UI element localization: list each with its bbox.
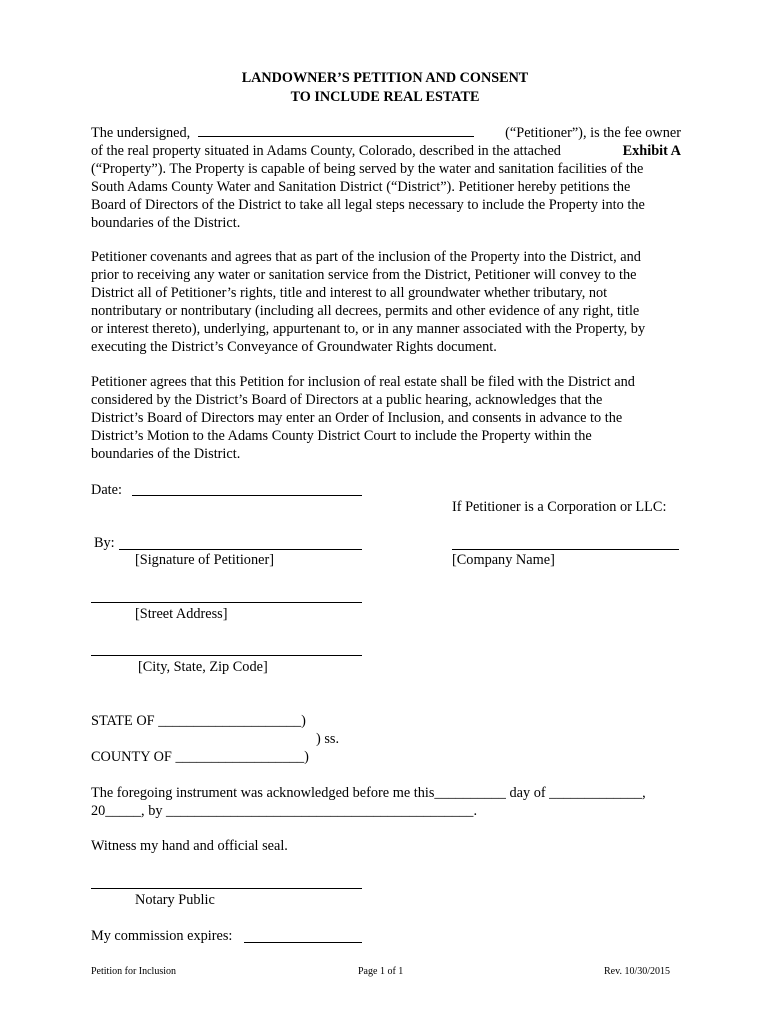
notary-caption: Notary Public bbox=[135, 892, 215, 908]
paragraph2-line: District all of Petitioner’s rights, title and interest to all groundwater whether tributary, not bbox=[91, 285, 608, 301]
paragraph-covenants bbox=[91, 248, 681, 356]
paragraph1-line3: (“Property”). The Property is capable of being served by the water and sanitation facilities of the bbox=[91, 161, 644, 177]
county-paren: ) bbox=[304, 749, 309, 765]
commission-label: My commission expires: bbox=[91, 928, 233, 944]
footer-page-number: Page 1 of 1 bbox=[358, 966, 404, 977]
paragraph3-line: Petitioner agrees that this Petition for inclusion of real estate shall be filed with the District and bbox=[91, 374, 635, 390]
state-paren: ) bbox=[301, 713, 306, 729]
paragraph-filing bbox=[91, 373, 681, 463]
notary-signature-blank[interactable] bbox=[91, 888, 362, 889]
company-name-blank[interactable] bbox=[452, 549, 679, 550]
paragraph1-line4: South Adams County Water and Sanitation District (“District”). Petitioner hereby petitions the bbox=[91, 179, 631, 195]
paragraph3-line: District’s Motion to the Adams County District Court to include the Property within the bbox=[91, 428, 592, 444]
paragraph1-line6: boundaries of the District. bbox=[91, 215, 241, 231]
signature-blank[interactable] bbox=[119, 549, 362, 550]
commission-date-blank[interactable] bbox=[244, 942, 362, 943]
paragraph2-line: executing the District’s Conveyance of Groundwater Rights document. bbox=[91, 339, 497, 355]
petitioner-tag: (“Petitioner”), is the fee owner bbox=[505, 125, 681, 141]
paragraph1-line5: Board of Directors of the District to take all legal steps necessary to include the Property into the bbox=[91, 197, 645, 213]
document-title-line1: LANDOWNER’S PETITION AND CONSENT bbox=[241, 70, 529, 86]
paragraph1-lead: The undersigned, bbox=[91, 125, 191, 141]
paragraph3-line: considered by the District’s Board of Directors at a public hearing, acknowledges that the bbox=[91, 392, 603, 408]
city-caption: [City, State, Zip Code] bbox=[138, 659, 268, 675]
signature-caption: [Signature of Petitioner] bbox=[135, 552, 274, 568]
paragraph2-line: or interest thereto), underlying, appurtenant to, or in any manner associated with the Property, by bbox=[91, 321, 646, 337]
paragraph3-line: District’s Board of Directors may enter an Order of Inclusion, and consents in advance to the bbox=[91, 410, 623, 426]
footer-revision: Rev. 10/30/2015 bbox=[604, 966, 671, 977]
county-blank-2[interactable]: ______ bbox=[261, 749, 305, 765]
exhibit-reference: Exhibit A bbox=[622, 143, 681, 159]
paragraph3-line: boundaries of the District. bbox=[91, 446, 241, 462]
corporation-note: If Petitioner is a Corporation or LLC: bbox=[452, 499, 667, 515]
date-blank[interactable] bbox=[132, 495, 362, 496]
paragraph1-line2: of the real property situated in Adams County, Colorado, described in the attached bbox=[91, 143, 561, 159]
by-label: By: bbox=[94, 535, 115, 551]
witness-statement: Witness my hand and official seal. bbox=[91, 838, 288, 854]
date-label: Date: bbox=[91, 482, 122, 498]
paragraph2-line: prior to receiving any water or sanitation service from the District, Petitioner will convey to the bbox=[91, 267, 637, 283]
city-state-zip-blank[interactable] bbox=[91, 655, 362, 656]
petitioner-name-blank[interactable] bbox=[198, 124, 474, 137]
paragraph2-line: nontributary or nontributary (including all decrees, permits and other evidence of any right, title bbox=[91, 303, 640, 319]
ss-mark: ) ss. bbox=[316, 731, 340, 747]
county-label: COUNTY OF bbox=[91, 749, 172, 765]
state-of-row bbox=[91, 713, 306, 730]
county-blank[interactable]: ____________ bbox=[175, 749, 262, 765]
acknowledgement-line2: 20_____, by ___________________________________________. bbox=[91, 803, 478, 819]
footer-left: Petition for Inclusion bbox=[91, 966, 176, 977]
paragraph-petition bbox=[91, 124, 681, 232]
document-title-line2: TO INCLUDE REAL ESTATE bbox=[290, 89, 480, 105]
street-caption: [Street Address] bbox=[135, 606, 228, 622]
state-label: STATE OF bbox=[91, 713, 155, 729]
acknowledgement-line: The foregoing instrument was acknowledged before me this__________ day of _____________, bbox=[91, 785, 646, 801]
state-blank-2[interactable]: ______ bbox=[258, 713, 302, 729]
county-of-row bbox=[91, 749, 309, 766]
street-address-blank[interactable] bbox=[91, 602, 362, 603]
state-blank[interactable]: ______________ bbox=[158, 713, 259, 729]
paragraph2-line: Petitioner covenants and agrees that as part of the inclusion of the Property into the District, and bbox=[91, 249, 641, 265]
company-caption: [Company Name] bbox=[452, 552, 555, 568]
